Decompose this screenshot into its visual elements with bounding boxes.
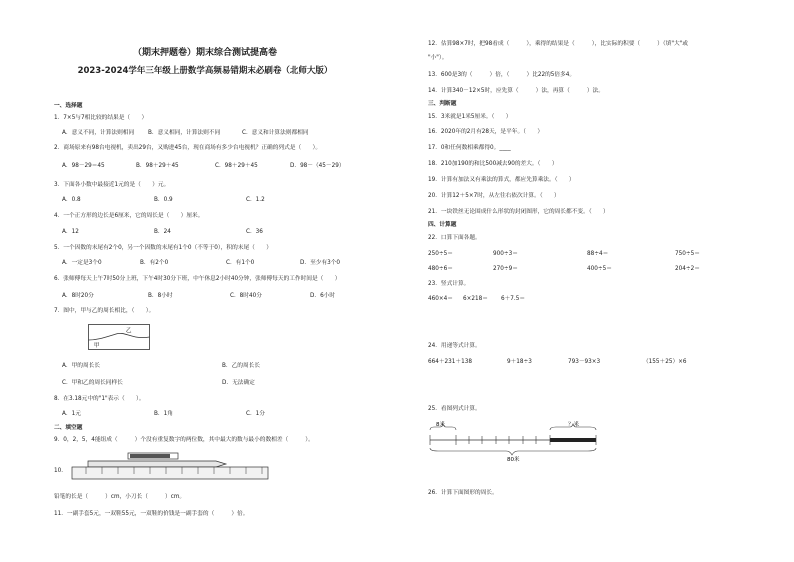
- q6: 6．张师傅每天上午7时50分上班，下午4时30分下班，中午休息2小时40分钟，张师傅每天的工作时间是（ ）: [54, 276, 341, 282]
- q26: 26．计算下面图形的周长。: [428, 490, 498, 496]
- q3-opt-b: B．0.9: [154, 197, 173, 203]
- oral-r2-c1: 480÷6＝: [428, 266, 453, 272]
- q9: 9．0，2，5，4能组成（ ）个没有重复数字的两位数，其中最大的数与最小的数相差（ ）。: [54, 437, 314, 443]
- q1: 1．7×5与7相比较的结果是（ ）: [54, 115, 148, 121]
- q25-total-label: 80米: [507, 457, 520, 462]
- oral-r1-c1: 250÷5＝: [428, 251, 453, 257]
- q24: 24．用递等式计算。: [428, 343, 481, 349]
- oral-r2-c2: 270÷9＝: [493, 266, 518, 272]
- q4-opt-c: C．36: [246, 229, 263, 235]
- q5: 5．一个因数的末尾有2个0，另一个因数的末尾有1个0（不等于0），积的末尾（ ）: [54, 245, 272, 251]
- q15: 15．3米就是1米5厘米。（ ）: [428, 114, 512, 120]
- q23: 23．竖式计算。: [428, 281, 470, 287]
- q25-bar-figure: [428, 418, 628, 462]
- q3: 3．下面各小数中最接近1元的是（ ）元。: [54, 182, 170, 188]
- q11: 11．一副手套5元，一双鞋55元，一双鞋的价钱是一副手套的（ ）倍。: [54, 511, 249, 517]
- q13: 13．600是3的（ ）倍，（ ）比22的5倍多4。: [428, 72, 576, 78]
- q7-opt-a: A．甲的周长长: [62, 363, 101, 369]
- q7: 7．图中，甲与乙的周长相比，（ ）。: [54, 308, 155, 314]
- oral-r1-c2: 900÷3＝: [493, 251, 518, 257]
- oral-r1-c4: 750÷5＝: [675, 251, 700, 257]
- q1-opt-b: B．意义相同，计算法则不同: [148, 130, 221, 136]
- q23-item-1: 460×4＝: [428, 296, 453, 302]
- q7-label-a: 甲: [94, 343, 100, 349]
- oral-r2-c3: 400÷5＝: [587, 266, 612, 272]
- q24-item-1: 664＋231＋138: [428, 359, 472, 365]
- q24-item-3: 793－93×3: [568, 359, 601, 365]
- q2-opt-a: A．98－29＝45: [62, 163, 105, 169]
- q2-opt-c: C．98＋29＋45: [215, 163, 258, 169]
- q18: 18．210加190的和比500减去90的差大。（ ）: [428, 161, 558, 167]
- q4-opt-b: B．24: [154, 229, 171, 235]
- q5-opt-a: A．一定是3个0: [62, 260, 102, 266]
- q7-label-b: 乙: [126, 328, 132, 334]
- q7-figure: [88, 324, 150, 350]
- oral-r2-c4: 204÷2＝: [675, 266, 700, 272]
- q17: 17．0和任何数相乘都得0。____: [428, 145, 511, 151]
- q2: 2．商场原来有98台电视机，卖出29台，又购进45台，现在商场有多少台电视机？正确的列式是（ ）。: [54, 145, 322, 151]
- oral-r1-c3: 88÷4＝: [587, 251, 609, 257]
- q8-opt-a: A．1元: [62, 411, 81, 417]
- q22: 22．口算下面各题。: [428, 235, 481, 241]
- q23-item-3: 6＋7.5＝: [501, 296, 526, 302]
- q7-opt-c: C．甲和乙的周长同样长: [62, 380, 123, 386]
- q10-ruler-figure: [66, 450, 272, 490]
- q12-line2: "小"）。: [428, 55, 448, 61]
- q25-right-label: ？米: [568, 422, 580, 428]
- q25: 25．看图列式计算。: [428, 406, 481, 412]
- page-title: （期末押题卷）期末综合测试提高卷: [132, 48, 277, 58]
- q4-opt-a: A．12: [62, 229, 79, 235]
- q1-opt-a: A．意义不同，计算法则相同: [62, 130, 135, 136]
- section-fill: 二、填空题: [54, 425, 83, 431]
- q6-opt-c: C．8时40分: [230, 293, 262, 299]
- q5-opt-d: D．至少有3个0: [300, 260, 341, 266]
- section-calc: 四、计算题: [428, 222, 457, 228]
- q6-opt-b: B．8小时: [148, 293, 173, 299]
- q10-number: 10．: [54, 468, 67, 474]
- q14: 14．计算340－12×5时，应先算（ ）法，再算（ ）法。: [428, 88, 604, 94]
- q21: 21．一块铁丝无论围成什么形状的封闭图形，它的周长都不变。（ ）: [428, 209, 609, 215]
- q24-item-2: 9＋18÷3: [507, 359, 532, 365]
- q4: 4．一个正方形的边长是6厘米，它的周长是（ ）厘米。: [54, 213, 204, 219]
- q2-opt-d: D．98－（45－29）: [290, 163, 345, 169]
- page-subtitle: 2023-2024学年三年级上册数学高频易错期末必刷卷（北师大版）: [77, 66, 333, 76]
- q16: 16．2020年的2月有28天，是平年。（ ）: [428, 129, 544, 135]
- q2-opt-b: B．98＋29＋45: [136, 163, 179, 169]
- q8-opt-c: C．1分: [246, 411, 265, 417]
- q6-opt-a: A．8时20分: [62, 293, 94, 299]
- q12-line1: 12．估算98×7时，把98看成（ ），乘得的结果是（ ），比实际的积要（ ）（填"大"或: [428, 41, 688, 47]
- q5-opt-c: C．有1个0: [226, 260, 255, 266]
- q8: 8．在3.18元中的"1"表示（ ）。: [54, 396, 145, 402]
- q3-opt-c: C．1.2: [246, 197, 265, 203]
- q24-item-4: （155＋25）×6: [643, 359, 687, 365]
- q1-opt-c: C．意义和计算法则都相同: [242, 130, 309, 136]
- section-choice: 一、选择题: [54, 103, 83, 109]
- q25-left-label: 8米: [436, 422, 445, 428]
- q23-item-2: 6×218＝: [463, 296, 488, 302]
- q19: 19．计算有加法又有乘法的算式，都应先算乘法。（ ）: [428, 177, 575, 183]
- q20: 20．计算12＋5×7时，从左往右依次计算。（ ）: [428, 193, 560, 199]
- section-judge: 三、判断题: [428, 101, 457, 107]
- q6-opt-d: D．6小时: [310, 293, 336, 299]
- q10-text: 铅笔的长是（ ）cm，小刀长（ ）cm。: [54, 494, 186, 500]
- q5-opt-b: B．有2个0: [140, 260, 169, 266]
- q7-opt-d: D．无法确定: [222, 380, 255, 386]
- q7-opt-b: B．乙的周长长: [222, 363, 261, 369]
- q3-opt-a: A．0.8: [62, 197, 81, 203]
- q8-opt-b: B．1角: [154, 411, 173, 417]
